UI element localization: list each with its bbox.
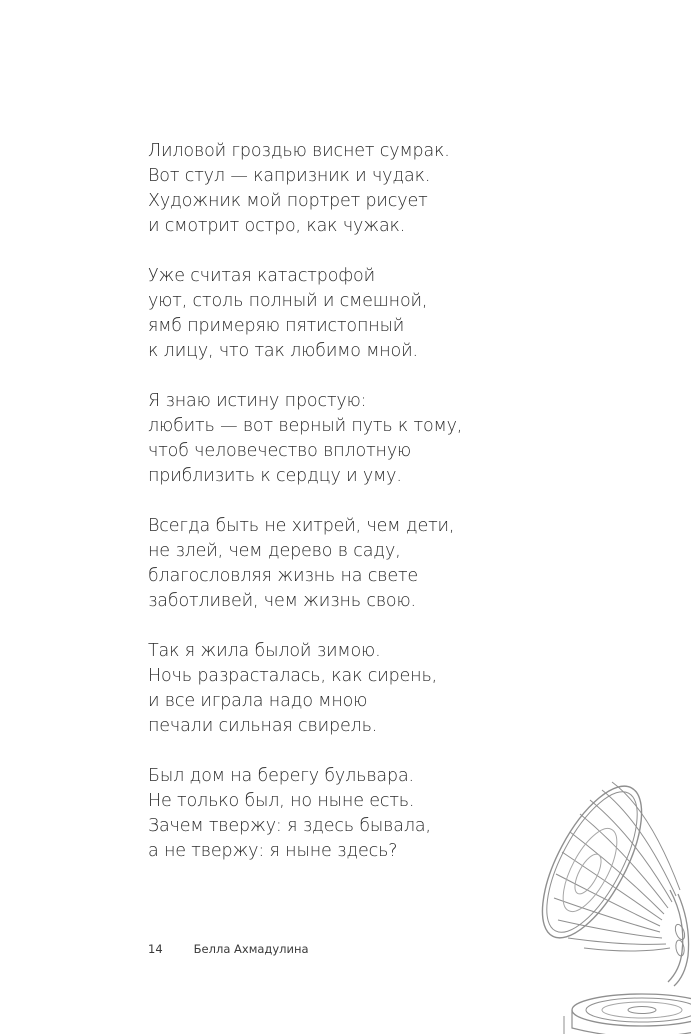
poem-line: Художник мой портрет рисует <box>148 191 428 211</box>
gramophone-icon <box>530 770 691 1034</box>
poem-line: уют, столь полный и смешной, <box>148 291 428 311</box>
poem-line: приблизить к сердцу и уму. <box>148 466 402 486</box>
poem-line: а не твержу: я ныне здесь? <box>148 841 398 861</box>
poem-line: Вот стул — капризник и чудак. <box>148 166 431 186</box>
poem-line: Был дом на берегу бульвара. <box>148 766 414 786</box>
poem-line: Уже считая катастрофой <box>148 266 375 286</box>
poem-line: Ночь разрасталась, как сирень, <box>148 666 438 686</box>
poem-line: ямб примеряю пятистопный <box>148 316 405 336</box>
stanza <box>148 139 568 239</box>
poem-line: Лиловой гроздью виснет сумрак. <box>148 141 450 161</box>
poem-line: печали сильная свирель. <box>148 716 378 736</box>
poem <box>148 139 568 889</box>
page-footer <box>148 942 309 956</box>
poem-line: чтоб человечество вплотную <box>148 441 412 461</box>
poem-line: заботливей, чем жизнь свою. <box>148 591 416 611</box>
author-name: Белла Ахмадулина <box>193 942 309 956</box>
stanza <box>148 264 568 364</box>
poem-line: Так я жила былой зимою. <box>148 641 381 661</box>
stanza <box>148 639 568 739</box>
poem-line: благословляя жизнь на свете <box>148 566 419 586</box>
stanza <box>148 514 568 614</box>
page-number: 14 <box>148 942 163 956</box>
poem-line: любить — вот верный путь к тому, <box>148 416 463 436</box>
poem-line: не злей, чем дерево в саду, <box>148 541 401 561</box>
poem-line: и смотрит остро, как чужак. <box>148 216 406 236</box>
poem-line: к лицу, что так любимо мной. <box>148 341 418 361</box>
stanza <box>148 764 568 864</box>
poem-line: и все играла надо мною <box>148 691 368 711</box>
poem-line: Я знаю истину простую: <box>148 391 367 411</box>
poem-line: Не только был, но ныне есть. <box>148 791 415 811</box>
poem-line: Зачем твержу: я здесь бывала, <box>148 816 431 836</box>
poem-line: Всегда быть не хитрей, чем дети, <box>148 516 455 536</box>
stanza <box>148 389 568 489</box>
